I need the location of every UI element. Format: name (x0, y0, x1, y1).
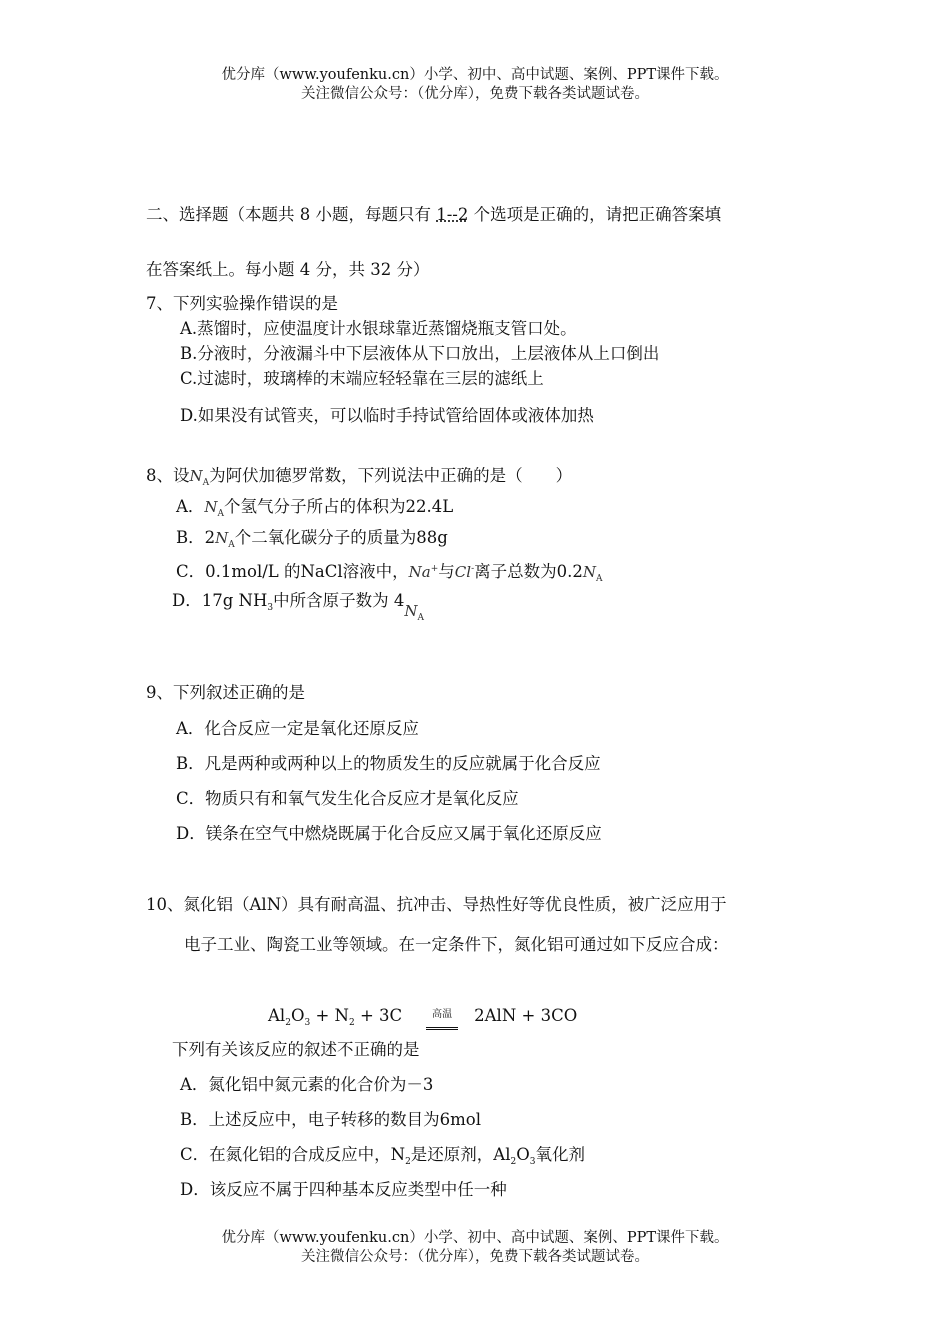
q9-stem: 9、下列叙述正确的是 (146, 683, 305, 702)
q8-option-a: A．$N_A$个氢气分子所占的体积为22.4L (176, 497, 454, 519)
header-line-1: 优分库（www.youfenku.cn）小学、初中、高中试题、案例、PPT课件下载。 (221, 67, 729, 83)
q9-option-b: B．凡是两种或两种以上的物质发生的反应就属于化合反应 (176, 754, 601, 773)
q8-option-b: B．$2N_A$个二氧化碳分子的质量为88g (176, 528, 448, 550)
reaction-equation: $Al_2O_3 + N_2 + 3C$ 高温 2AlN + 3CO (268, 1006, 578, 1028)
footer-line-2: 关注微信公众号：（优分库），免费下载各类试题试卷。 (301, 1249, 649, 1265)
q7-option-c: C.过滤时，玻璃棒的末端应轻轻靠在三层的滤纸上 (180, 369, 544, 388)
q7-option-a: A.蒸馏时，应使温度计水银球靠近蒸馏烧瓶支管口处。 (180, 319, 577, 338)
header-line-2: 关注微信公众号：（优分库），免费下载各类试题试卷。 (301, 86, 649, 102)
q9-option-a: A．化合反应一定是氧化还原反应 (176, 719, 419, 738)
q8-stem: 8、设$N_A$为阿伏加德罗常数，下列说法中正确的是（ ） (146, 466, 573, 488)
sodium-ion: Na+ (408, 563, 439, 581)
q8-option-c: C．0.1mol/L 的NaCl溶液中，Na+与Cl-离子总数为$0.2N_A$ (176, 562, 603, 584)
chloride-ion: Cl- (454, 563, 475, 581)
q7-option-d: D.如果没有试管夹，可以临时手持试管给固体或液体加热 (180, 406, 594, 425)
q10-option-d: D．该反应不属于四种基本反应类型中任一种 (180, 1180, 507, 1199)
q9-option-c: C．物质只有和氧气发生化合反应才是氧化反应 (176, 789, 519, 808)
q10-stem-line-2: 电子工业、陶瓷工业等领域。在一定条件下，氮化铝可通过如下反应合成： (184, 935, 729, 954)
q10-option-a: A．氮化铝中氮元素的化合价为－3 (180, 1075, 434, 1094)
q8-option-d: D．17g $NH_3$中所含原子数为 $4N_A$ (172, 591, 424, 623)
section-instruction-line-1: 二、选择题（本题共 8 小题，每题只有 1--2 个选项是正确的，请把正确答案填 (146, 205, 722, 224)
na-symbol: $N_A$ (189, 467, 210, 488)
emphasis-range: 1--2 (436, 205, 469, 224)
reaction-condition: 高温 (424, 1004, 460, 1026)
q10-stem-line-1: 10、氮化铝（AlN）具有耐高温、抗冲击、导热性好等优良性质，被广泛应用于 (146, 895, 727, 914)
section-instruction-line-2: 在答案纸上。每小题 4 分，共 32 分） (146, 260, 430, 279)
q10-option-c: C．在氮化铝的合成反应中，$N_2$是还原剂，$Al_2O_3$氧化剂 (180, 1145, 585, 1167)
q7-stem: 7、下列实验操作错误的是 (146, 294, 338, 313)
q10-sub-stem: 下列有关该反应的叙述不正确的是 (172, 1040, 420, 1059)
footer-line-1: 优分库（www.youfenku.cn）小学、初中、高中试题、案例、PPT课件下载。 (221, 1230, 729, 1246)
q7-option-b: B.分液时，分液漏斗中下层液体从下口放出，上层液体从上口倒出 (180, 344, 660, 363)
q10-option-b: B．上述反应中，电子转移的数目为6mol (180, 1110, 481, 1129)
q9-option-d: D．镁条在空气中燃烧既属于化合反应又属于氧化还原反应 (176, 824, 602, 843)
